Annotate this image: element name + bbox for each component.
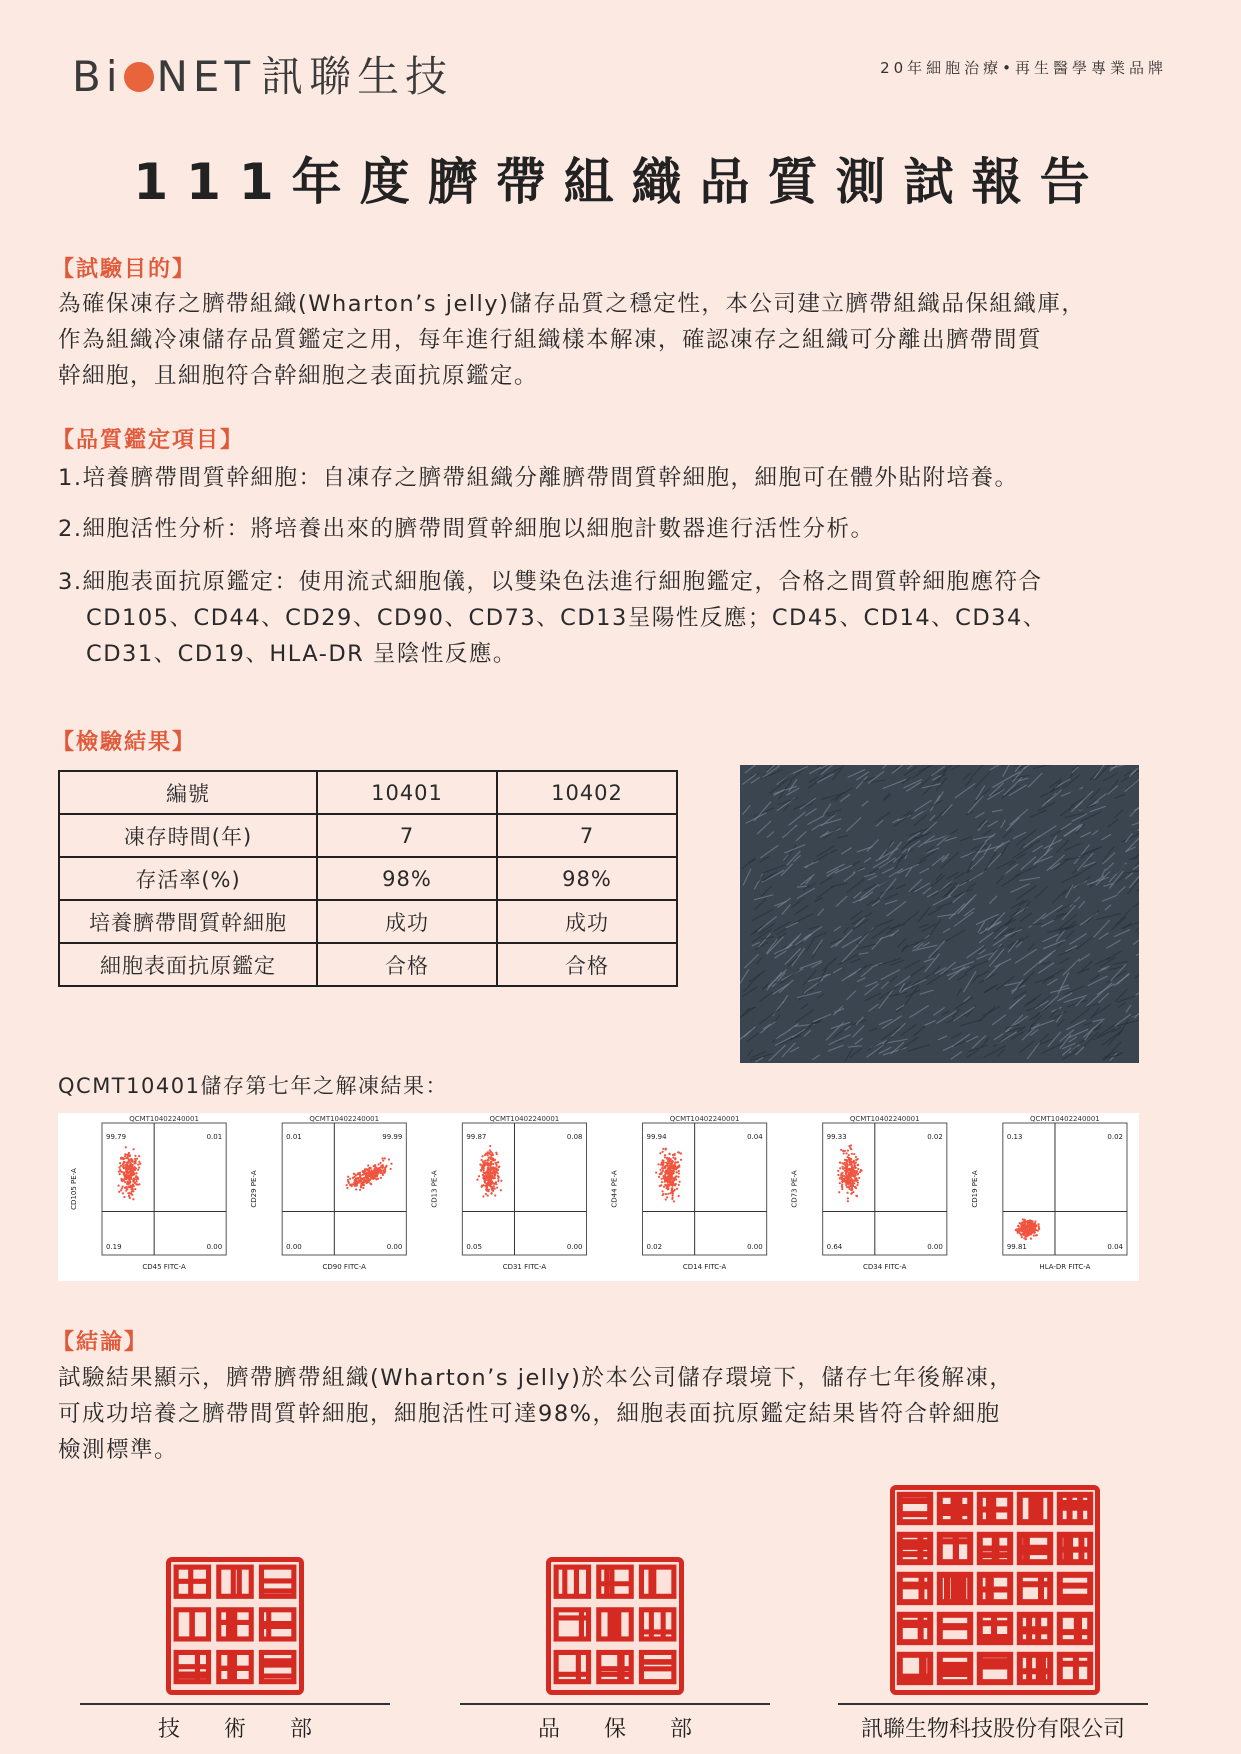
table-cell: 98%	[317, 857, 497, 900]
y-axis-label: CD73 PE-A	[790, 1170, 799, 1208]
seal-glyphs	[556, 1567, 674, 1682]
plot-title: QCMT10402240001	[669, 1115, 740, 1123]
table-cell: 凍存時間(年)	[59, 814, 317, 857]
flow-cytometry-plots	[58, 1113, 1139, 1281]
x-axis-label: CD14 FITC-A	[682, 1263, 727, 1271]
quadrant-ul-value: 0.01	[286, 1133, 302, 1141]
table-cell: 編號	[59, 771, 317, 814]
plot-frame	[102, 1123, 226, 1255]
y-axis-label: CD29 PE-A	[250, 1170, 259, 1208]
x-axis-label: HLA-DR FITC-A	[1039, 1263, 1091, 1271]
qa-dept-seal	[546, 1557, 684, 1695]
page-title: 111年度臍帶組織品質測試報告	[133, 153, 1108, 211]
table-row	[59, 943, 677, 986]
table-cell: 合格	[497, 943, 677, 986]
quadrant-ul-value: 0.13	[1006, 1133, 1023, 1141]
signature-line	[838, 1703, 1148, 1705]
purpose-line: 作為組織冷凍儲存品質鑑定之用，每年進行組織樣本解凍，確認凍存之組織可分離出臍帶間質	[58, 327, 1043, 353]
logo-dot-icon	[124, 62, 154, 92]
flow-plot	[250, 1115, 406, 1271]
conclusion-line: 可成功培養之臍帶間質幹細胞，細胞活性可達98%，細胞表面抗原鑑定結果皆符合幹細胞	[58, 1401, 1001, 1427]
plot-frame	[462, 1123, 586, 1255]
table-cell: 98%	[497, 857, 677, 900]
table-cell: 7	[317, 814, 497, 857]
table-row	[59, 771, 677, 814]
company-logo: Bi NET 訊聯生技	[72, 52, 454, 101]
quality-item-3: 3.細胞表面抗原鑑定：使用流式細胞儀，以雙染色法進行細胞鑑定，合格之間質幹細胞應符合 CD105、CD44、CD29、CD90、CD73、CD13呈陽性反應；CD45、CD14、CD34、 CD31、CD19、HLA-DR 呈陰性反應。	[58, 569, 1047, 667]
table-cell: 細胞表面抗原鑑定	[59, 943, 317, 986]
results-heading: 【檢驗結果】	[52, 730, 197, 755]
flow-result-label: QCMT10401儲存第七年之解凍結果：	[58, 1074, 448, 1098]
conclusion-text	[58, 1360, 1188, 1468]
company-label: 訊聯生物科技股份有限公司	[860, 1717, 1125, 1742]
results-table	[58, 770, 678, 987]
quadrant-ul-value: 99.94	[646, 1133, 667, 1141]
table-cell: 存活率(%)	[59, 857, 317, 900]
tech-dept-label: 技 術 部	[157, 1717, 312, 1742]
flow-plot	[430, 1115, 586, 1271]
table-row	[59, 814, 677, 857]
purpose-line: 幹細胞，且細胞符合幹細胞之表面抗原鑑定。	[58, 363, 539, 389]
company-seal	[890, 1485, 1100, 1695]
y-axis-label: CD13 PE-A	[430, 1170, 439, 1208]
signature-line	[460, 1703, 770, 1705]
table-cell: 10402	[497, 771, 677, 814]
quality-item-1: 1.培養臍帶間質幹細胞：自凍存之臍帶組織分離臍帶間質幹細胞，細胞可在體外貼附培養。	[58, 465, 1019, 491]
table-row	[59, 857, 677, 900]
purpose-text	[58, 286, 1188, 394]
seal-glyphs	[900, 1495, 1090, 1682]
photo-background	[740, 765, 1139, 1063]
quadrant-ll-value: 0.19	[106, 1243, 122, 1251]
quadrant-lr-value: 0.04	[1107, 1243, 1123, 1251]
quadrant-ur-value: 0.08	[566, 1133, 583, 1141]
quality-items-heading: 【品質鑑定項目】	[52, 428, 245, 453]
quadrant-ur-value: 0.04	[747, 1133, 763, 1141]
quadrant-ul-value: 99.87	[466, 1133, 487, 1141]
plot-frame	[282, 1123, 406, 1255]
signature-line	[80, 1703, 390, 1705]
flow-plot	[611, 1115, 767, 1271]
y-axis-label: CD105 PE-A	[70, 1168, 78, 1210]
plot-title: QCMT10402240001	[489, 1115, 560, 1123]
plot-title: QCMT10402240001	[1030, 1115, 1100, 1123]
y-axis-label: CD19 PE-A	[970, 1170, 979, 1208]
quadrant-ur-value: 0.01	[206, 1133, 223, 1141]
seal-glyphs	[176, 1567, 294, 1682]
x-axis-label: CD45 FITC-A	[142, 1263, 186, 1271]
quadrant-ll-value: 0.00	[286, 1243, 302, 1251]
conclusion-line: 檢測標準。	[58, 1437, 179, 1463]
quadrant-ul-value: 99.33	[826, 1133, 847, 1141]
quadrant-lr-value: 0.00	[566, 1243, 583, 1251]
quality-item-2: 2.細胞活性分析：將培養出來的臍帶間質幹細胞以細胞計數器進行活性分析。	[58, 516, 875, 542]
tech-dept-seal	[166, 1557, 304, 1695]
plot-title: QCMT10402240001	[309, 1115, 380, 1123]
flow-plot	[70, 1115, 226, 1271]
tagline: 20年細胞治療•再生醫學專業品牌	[880, 59, 1167, 77]
table-cell: 合格	[317, 943, 497, 986]
plot-title: QCMT10402240001	[129, 1115, 199, 1123]
plot-frame	[643, 1123, 767, 1255]
purpose-line: 為確保凍存之臍帶組織(Wharton’s jelly)儲存品質之穩定性，本公司建立臍帶組織品保組織庫，	[58, 291, 1086, 317]
quadrant-ll-value: 0.05	[466, 1243, 482, 1251]
table-cell: 成功	[497, 900, 677, 943]
table-cell: 成功	[317, 900, 497, 943]
table-cell: 培養臍帶間質幹細胞	[59, 900, 317, 943]
x-axis-label: CD31 FITC-A	[502, 1263, 547, 1271]
flow-plot	[971, 1115, 1127, 1271]
quadrant-lr-value: 0.00	[927, 1243, 943, 1251]
flow-plot	[791, 1115, 947, 1271]
x-axis-label: CD90 FITC-A	[322, 1263, 366, 1271]
quadrant-ul-value: 99.79	[106, 1133, 127, 1141]
plot-title: QCMT10402240001	[849, 1115, 920, 1123]
quadrant-ll-value: 99.81	[1006, 1243, 1027, 1251]
quadrant-lr-value: 0.00	[386, 1243, 403, 1251]
quadrant-ur-value: 0.02	[1107, 1133, 1123, 1141]
quadrant-ur-value: 99.99	[382, 1133, 403, 1141]
conclusion-line: 試驗結果顯示，臍帶臍帶組織(Wharton’s jelly)於本公司儲存環境下，儲存七年後解凍，	[58, 1365, 1014, 1391]
cell-culture-photo	[740, 765, 1139, 1063]
y-axis-label: CD44 PE-A	[610, 1170, 619, 1208]
table-cell: 7	[497, 814, 677, 857]
table-row	[59, 900, 677, 943]
purpose-heading: 【試驗目的】	[52, 257, 197, 282]
conclusion-heading: 【結論】	[52, 1330, 149, 1355]
table-cell: 10401	[317, 771, 497, 814]
quadrant-lr-value: 0.00	[206, 1243, 223, 1251]
quadrant-ur-value: 0.02	[927, 1133, 943, 1141]
quadrant-lr-value: 0.00	[747, 1243, 763, 1251]
x-axis-label: CD34 FITC-A	[863, 1263, 907, 1271]
quadrant-ll-value: 0.64	[826, 1243, 843, 1251]
quadrant-ll-value: 0.02	[646, 1243, 663, 1251]
qa-dept-label: 品 保 部	[537, 1717, 692, 1742]
